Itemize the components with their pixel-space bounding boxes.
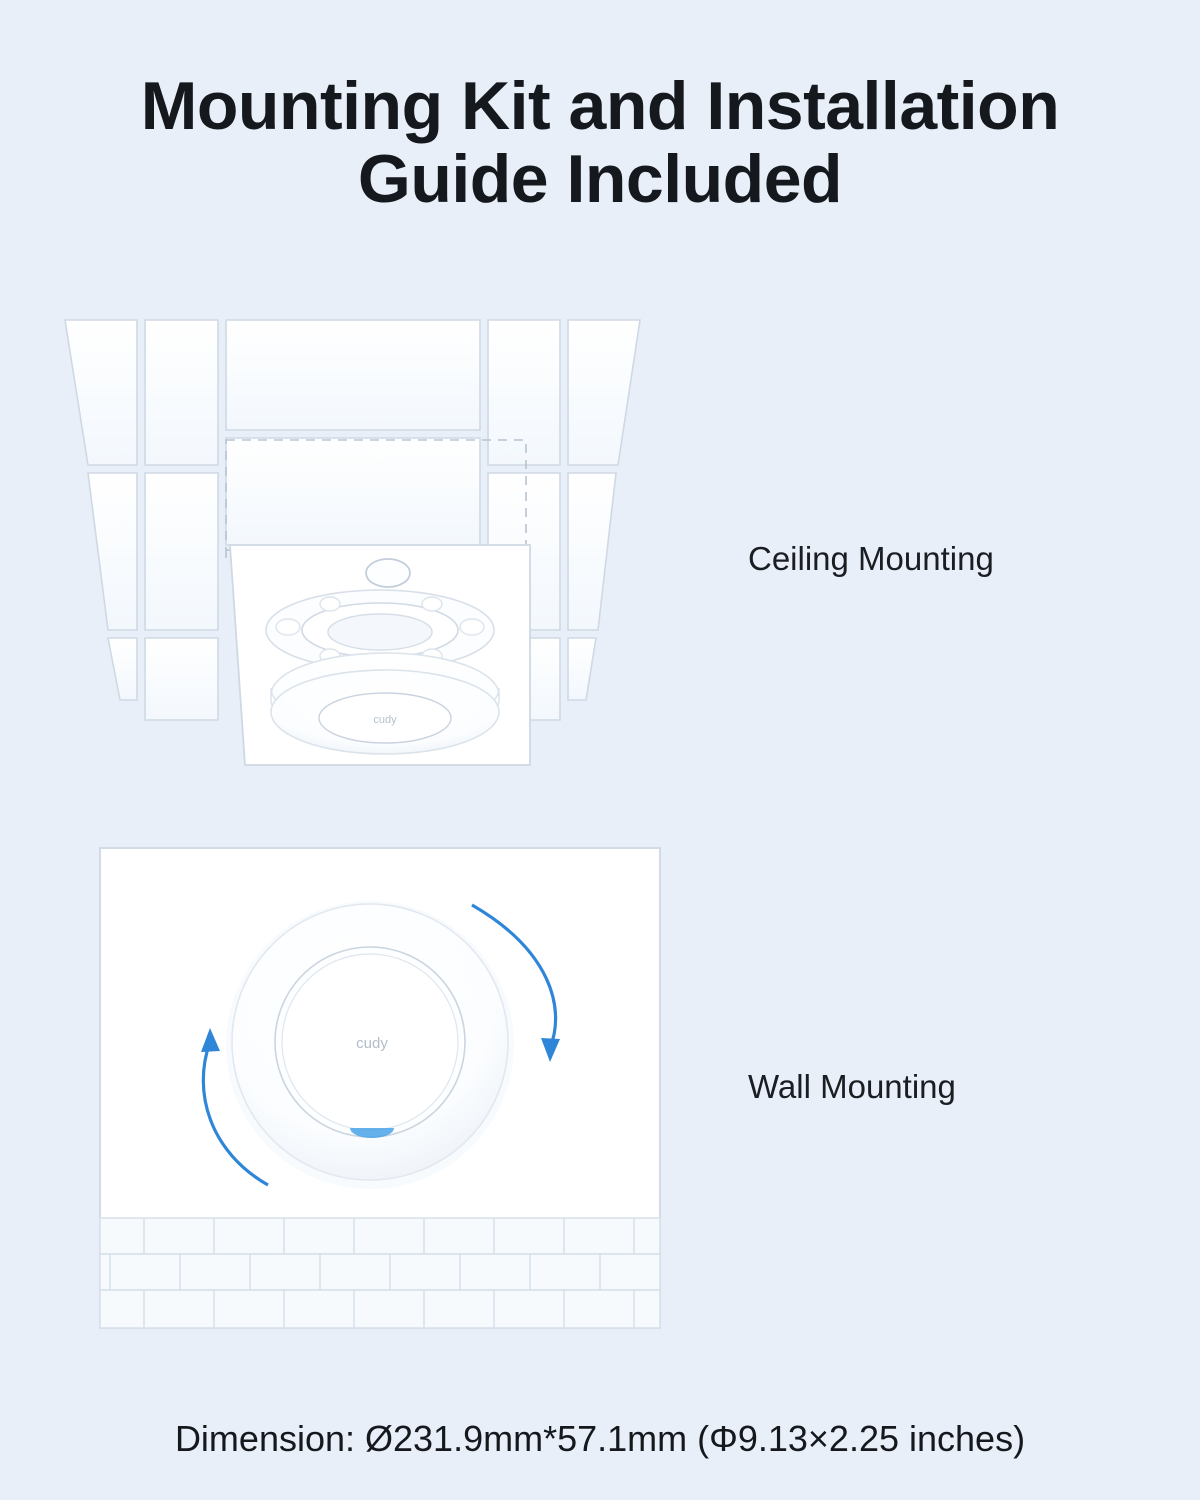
page-title-line-1: Mounting Kit and Installation — [140, 68, 1060, 144]
access-point-wall — [226, 901, 514, 1189]
label-wall-mounting: Wall Mounting — [748, 1068, 956, 1105]
page-title — [0, 70, 1200, 217]
wall-mounting-illustration — [80, 830, 680, 1350]
label-ceiling-mounting: Ceiling Mounting — [748, 540, 994, 577]
dimension-text: Dimension: Ø231.9mm*57.1mm (Φ9.13×2.25 inches) — [174, 1418, 1026, 1459]
device-brand-label-wall: cudy — [356, 1035, 388, 1052]
page-title-line-2: Guide Included — [357, 141, 843, 218]
ceiling-mounting-illustration — [40, 300, 720, 810]
brick-course — [100, 1218, 660, 1328]
device-brand-label-ceiling: cudy — [373, 714, 397, 726]
access-point-ceiling — [271, 653, 499, 754]
